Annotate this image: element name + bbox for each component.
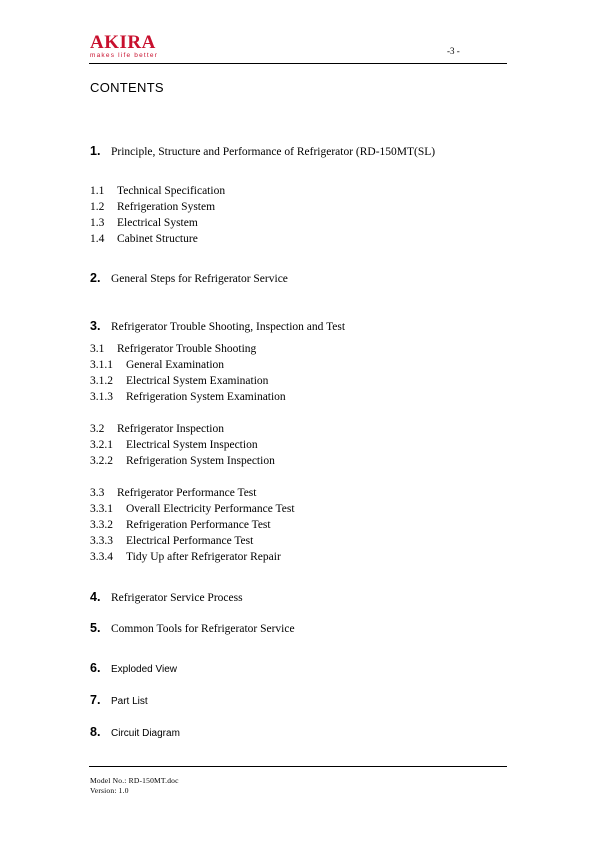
toc-number: 3.3 [90,487,105,499]
toc-title: Electrical System [117,217,198,229]
toc-title: Refrigeration Performance Test [126,519,271,531]
toc-number: 3. [90,319,101,333]
toc-title: Exploded View [111,664,177,675]
footer-model: Model No.: RD-150MT.doc [90,776,179,785]
toc-number: 3.2 [90,423,105,435]
toc-number: 8. [90,725,101,739]
toc-number: 1. [90,144,101,158]
toc-section-5[interactable] [90,621,295,636]
brand-name: AKIRA [90,32,156,53]
toc-title: Electrical System Examination [126,375,269,387]
toc-number: 7. [90,693,101,707]
toc-section-1[interactable] [90,144,435,159]
page-number: -3 - [447,46,460,56]
toc-item-3-1-3[interactable] [90,390,286,404]
toc-number: 3.1.1 [90,359,113,371]
toc-number: 1.4 [90,233,105,245]
toc-item-3-2-2[interactable] [90,454,275,468]
toc-item-3-3-1[interactable] [90,502,295,516]
toc-title: Refrigerator Performance Test [117,487,257,499]
toc-number: 3.3.2 [90,519,113,531]
toc-number: 3.1.2 [90,375,113,387]
toc-title: Refrigerator Trouble Shooting, Inspection and Test [111,321,346,333]
toc-number: 4. [90,590,101,604]
toc-section-6[interactable] [90,661,177,677]
toc-item-3-2-1[interactable] [90,438,258,452]
toc-item-3-3-3[interactable] [90,534,253,548]
toc-number: 5. [90,621,101,635]
toc-item-3-3[interactable] [90,486,256,500]
toc-title: Technical Specification [117,185,226,197]
toc-title: Common Tools for Refrigerator Service [111,623,295,635]
toc-number: 3.3.1 [90,503,113,515]
toc-number: 6. [90,661,101,675]
header-divider [89,63,507,64]
toc-item-1-4[interactable] [90,232,198,246]
toc-title: Overall Electricity Performance Test [126,503,295,515]
toc-number: 1.1 [90,185,105,197]
footer [90,776,179,796]
toc-item-3-3-2[interactable] [90,518,271,532]
toc-title: Tidy Up after Refrigerator Repair [126,551,281,563]
toc-number: 3.2.2 [90,455,113,467]
toc-title: Part List [111,696,148,707]
toc-title: General Steps for Refrigerator Service [111,273,288,285]
toc-title: Refrigerator Trouble Shooting [117,343,257,355]
toc-number: 3.3.4 [90,551,113,563]
toc-number: 3.3.3 [90,535,113,547]
toc-title: Refrigerator Service Process [111,592,243,604]
page-title: CONTENTS [90,80,164,95]
toc-number: 3.1 [90,343,105,355]
footer-version: Version: 1.0 [90,786,129,795]
toc-section-2[interactable] [90,271,288,286]
toc-title: Circuit Diagram [111,728,180,739]
toc-item-1-1[interactable] [90,184,225,198]
toc-item-1-3[interactable] [90,216,198,230]
toc-title: Electrical System Inspection [126,439,258,451]
toc-number: 1.3 [90,217,105,229]
toc-item-3-1-1[interactable] [90,358,224,372]
toc-title: Cabinet Structure [117,233,198,245]
toc-number: 2. [90,271,101,285]
toc-item-3-1-2[interactable] [90,374,268,388]
footer-divider [89,766,507,767]
toc-title: Electrical Performance Test [126,535,254,547]
toc-item-3-2[interactable] [90,422,224,436]
toc-number: 3.2.1 [90,439,113,451]
toc-title: Refrigeration System [117,201,216,213]
toc-section-3[interactable] [90,319,345,334]
toc-number: 1.2 [90,201,105,213]
toc-title: General Examination [126,359,225,371]
toc-title: Principle, Structure and Performance of Refrigerator (RD-150MT(SL) [111,146,436,158]
toc-section-4[interactable] [90,590,243,605]
toc-item-3-3-4[interactable] [90,550,281,564]
toc-title: Refrigeration System Examination [126,391,286,403]
brand-tagline: makes life better [90,52,159,59]
toc-section-8[interactable] [90,725,180,741]
toc-item-3-1[interactable] [90,342,256,356]
toc-title: Refrigeration System Inspection [126,455,275,467]
toc-number: 3.1.3 [90,391,113,403]
toc-title: Refrigerator Inspection [117,423,224,435]
toc-section-7[interactable] [90,693,148,709]
toc-item-1-2[interactable] [90,200,215,214]
brand-logo [90,34,158,60]
